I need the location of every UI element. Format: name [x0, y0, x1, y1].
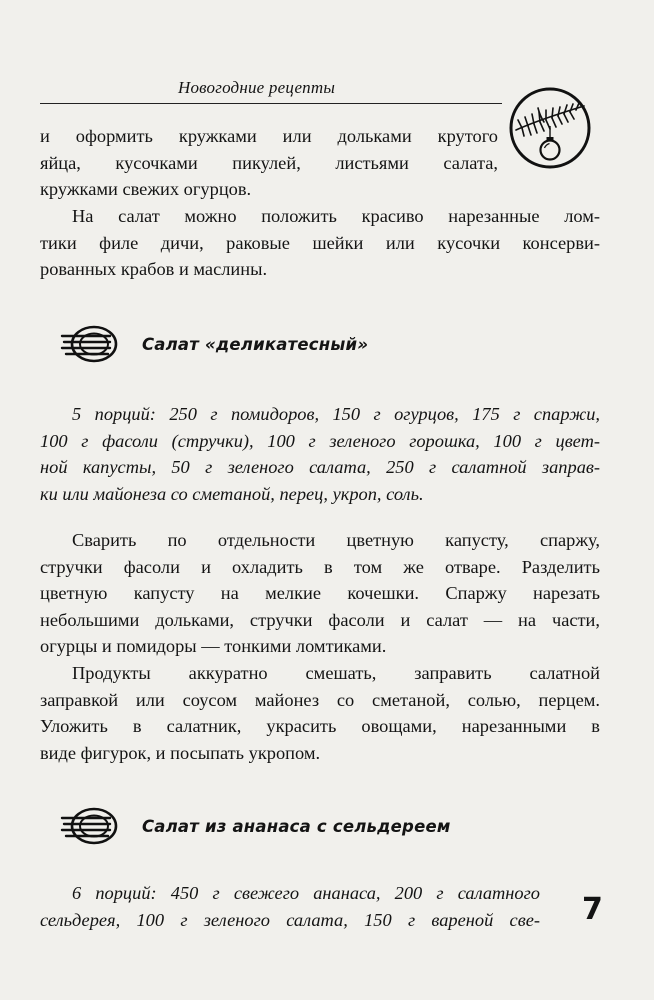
text-line: рованных крабов и маслины. — [40, 259, 268, 280]
text-line: 5 порций: 250 г помидоров, 150 г огурцов, 175 г спаржи, — [72, 404, 600, 424]
recipe-title: Салат «деликатесный» — [142, 334, 369, 354]
recipe-heading — [60, 324, 368, 364]
plate-cutlery-icon — [60, 807, 118, 845]
text-line: небольшими дольками, стручки фасоли и салат — на части, — [40, 609, 600, 630]
text-line: сельдерея, 100 г зеленого салата, 150 г вареной све- — [40, 909, 540, 930]
continuation-paragraph — [40, 123, 498, 203]
plate-cutlery-icon — [60, 325, 118, 363]
text-line: 100 г фасоли (стручки), 100 г зеленого горошка, 100 г цвет- — [40, 430, 600, 451]
page-number: 7 — [582, 892, 603, 927]
text-line: 6 порций: 450 г свежего ананаса, 200 г салатного — [72, 883, 540, 903]
text-line: стручки фасоли и охладить в том же отваре. Разделить — [40, 556, 600, 577]
text-line: Уложить в салатник, украсить овощами, нарезанными в — [40, 716, 600, 737]
step-paragraph — [40, 527, 600, 660]
text-line: яйца, кусочками пикулей, листьями салата, — [40, 152, 498, 173]
step-paragraph — [40, 660, 600, 766]
text-line: ки или майонеза со сметаной, перец, укроп, соль. — [40, 483, 424, 504]
text-line: и оформить кружками или дольками крутого — [40, 126, 498, 146]
text-line: огурцы и помидоры — тонкими ломтиками. — [40, 636, 387, 657]
text-line: заправкой или соусом майонез со сметаной, солью, перцем. — [40, 689, 600, 710]
text-line: На салат можно положить красиво нарезанные лом- — [72, 206, 600, 226]
ingredients-paragraph — [40, 880, 540, 933]
recipe-title: Салат из ананаса с сельдереем — [142, 816, 451, 836]
note-paragraph — [40, 203, 600, 283]
header-rule — [40, 103, 502, 104]
ingredients-paragraph — [40, 401, 600, 507]
text-line: виде фигурок, и посыпать укропом. — [40, 742, 321, 763]
text-line: Сварить по отдельности цветную капусту, спаржу, — [72, 530, 600, 550]
text-line: цветную капусту на мелкие кочешки. Спаржу нарезать — [40, 583, 600, 604]
recipe-heading — [60, 806, 451, 846]
text-line: Продукты аккуратно смешать, заправить салатной — [72, 663, 600, 683]
text-line: ной капусты, 50 г зеленого салата, 250 г салатной заправ- — [40, 457, 600, 478]
christmas-ornament-icon — [508, 86, 592, 170]
text-line: кружками свежих огурцов. — [40, 179, 252, 200]
text-line: тики филе дичи, раковые шейки или кусочки консерви- — [40, 232, 600, 253]
running-header: Новогодние рецепты — [178, 78, 336, 97]
